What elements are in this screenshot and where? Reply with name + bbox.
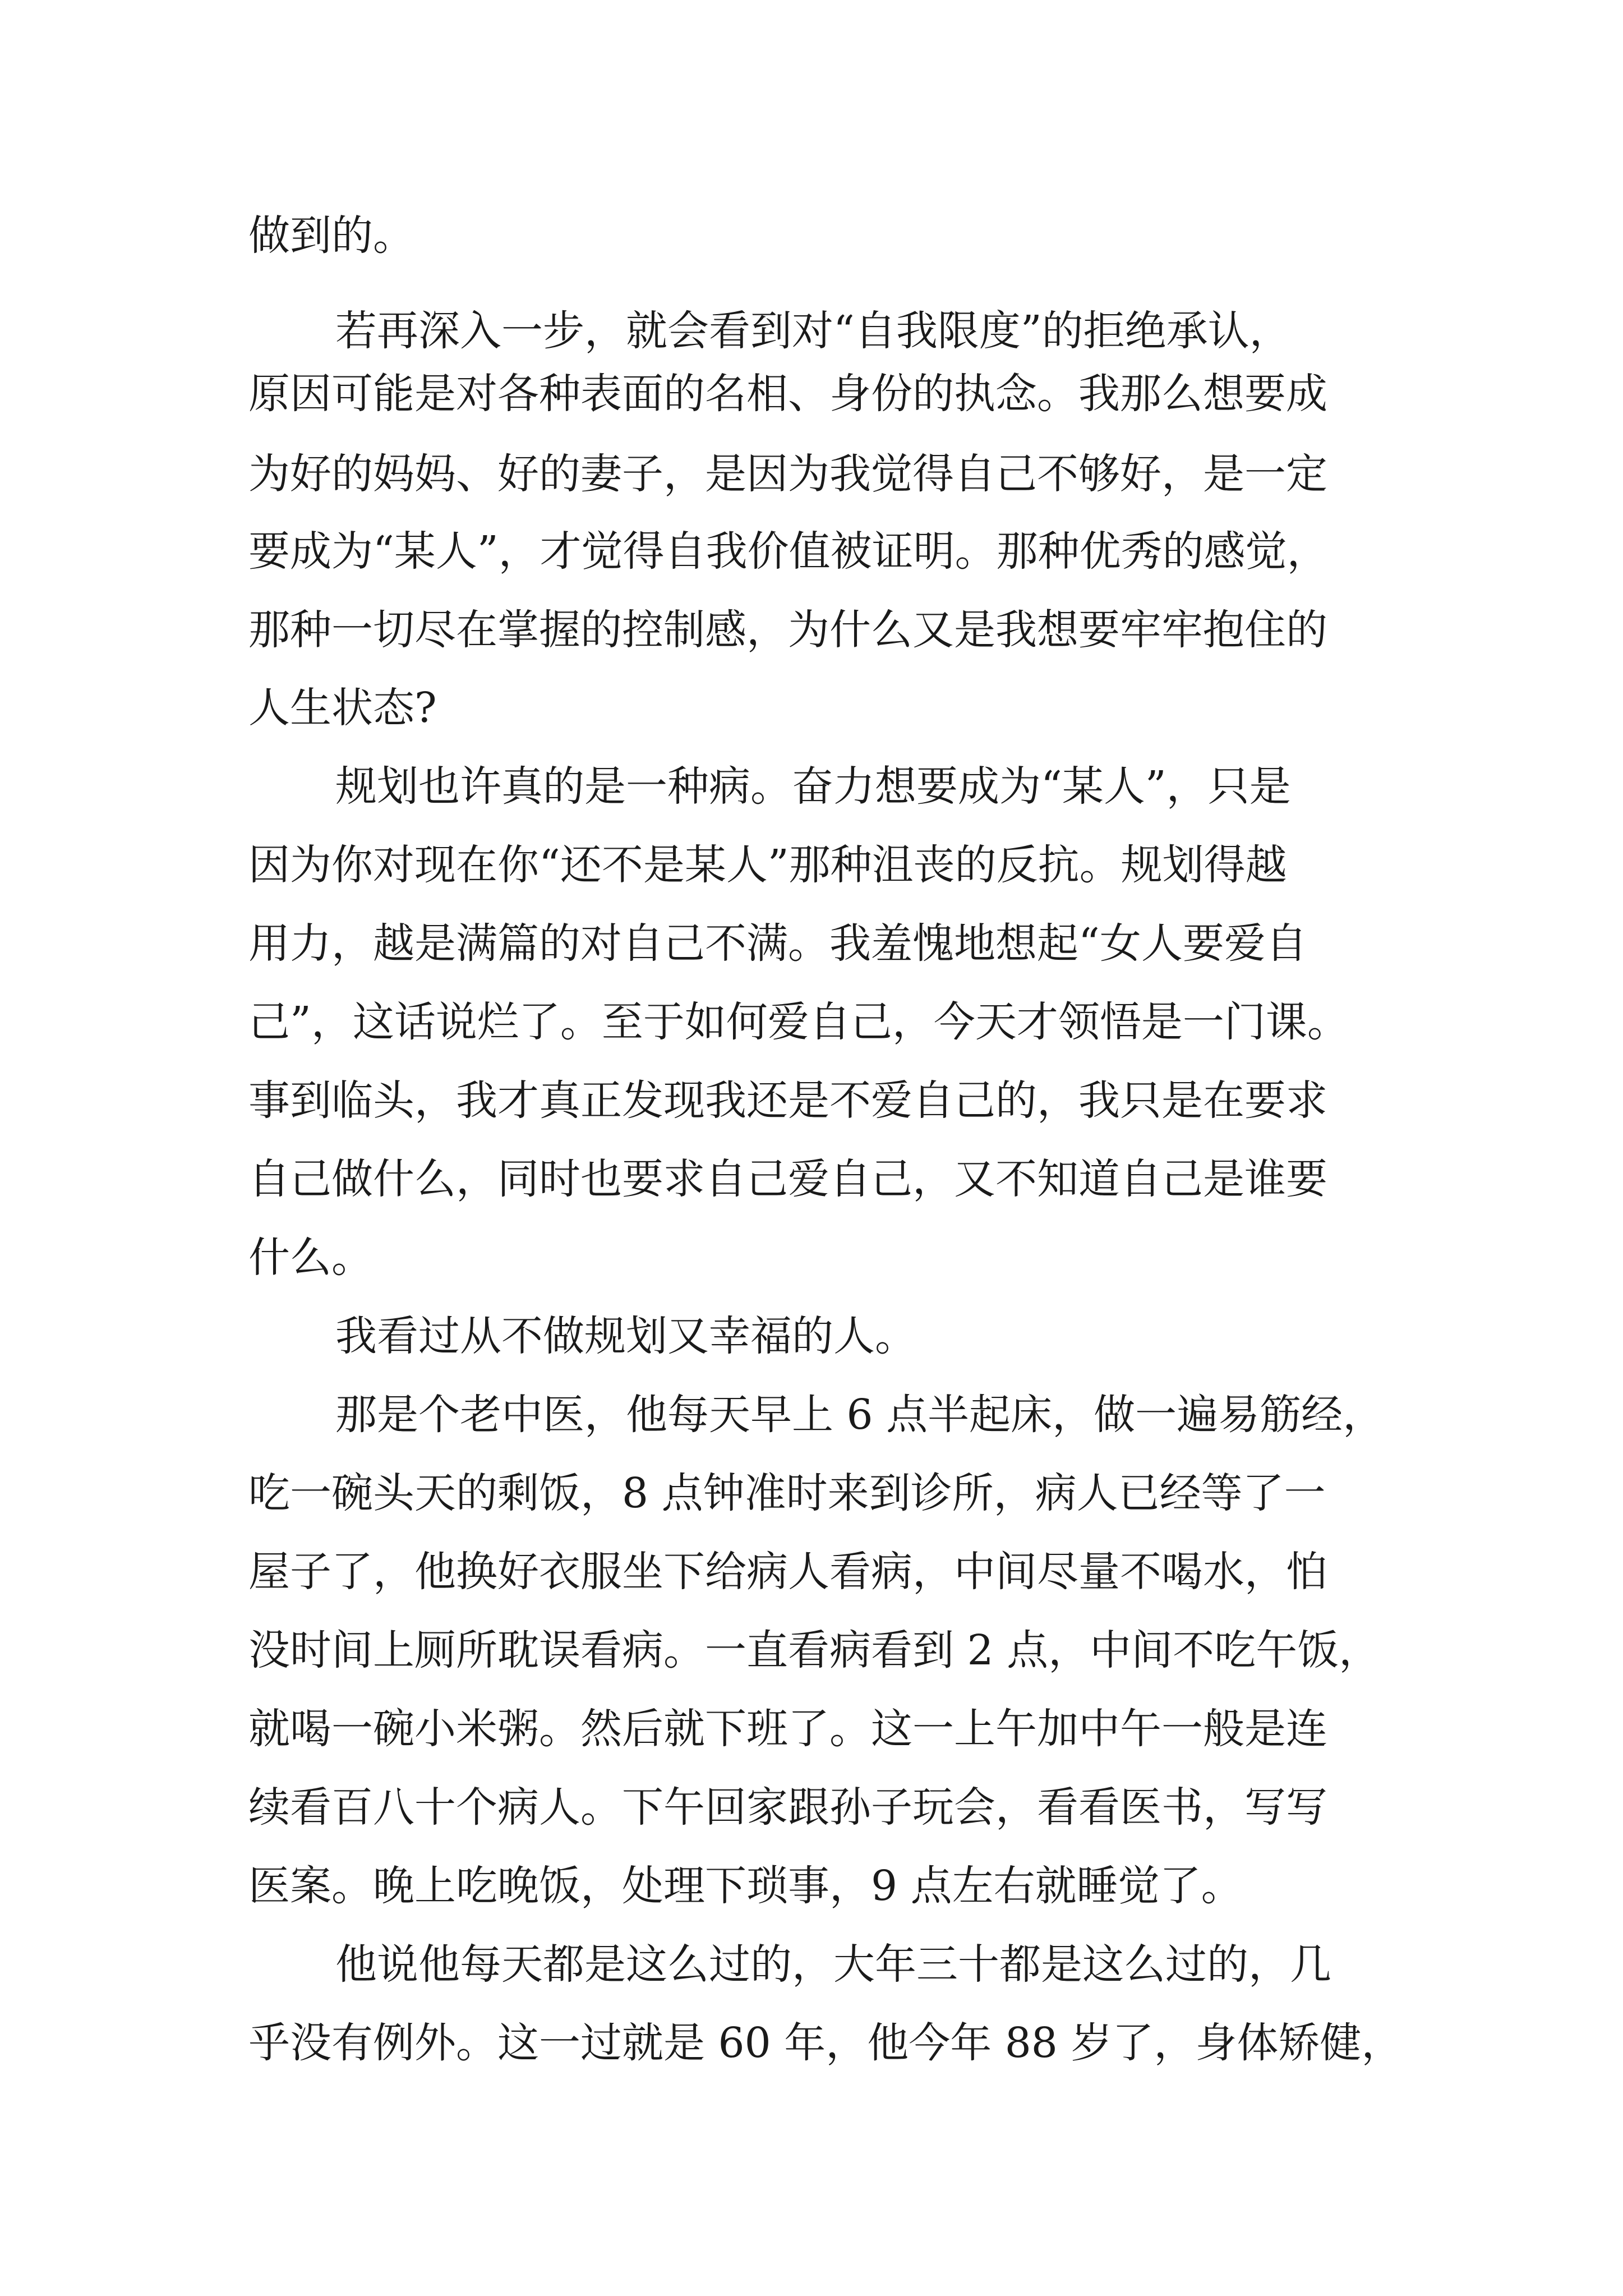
text-line: 医案。晚上吃晚饭，处理下琐事，9 点左右就睡觉了。 <box>248 1862 1243 1910</box>
text-line: 自己做什么，同时也要求自己爱自己，又不知道自己是谁要 <box>248 1155 1327 1203</box>
text-line: 就喝一碗小米粥。然后就下班了。这一上午加中午一般是连 <box>248 1705 1327 1753</box>
text-line: 什么。 <box>248 1234 373 1282</box>
text-line: 因为你对现在你“还不是某人”那种沮丧的反抗。规划得越 <box>248 841 1287 889</box>
text-line: 事到临头，我才真正发现我还是不爱自己的，我只是在要求 <box>248 1076 1327 1125</box>
paragraph-start-line: 若再深入一步，就会看到对“自我限度”的拒绝承认， <box>335 307 1291 355</box>
text-line: 用力，越是满篇的对自己不满。我羞愧地想起“女人要爱自 <box>248 919 1307 968</box>
paragraph-start-line: 规划也许真的是一种病。奋力想要成为“某人”，只是 <box>335 762 1291 811</box>
text-line: 续看百八十个病人。下午回家跟孙子玩会，看看医书，写写 <box>248 1783 1327 1832</box>
text-line: 屋子了，他换好衣服坐下给病人看病，中间尽量不喝水，怕 <box>248 1548 1327 1596</box>
text-line: 原因可能是对各种表面的名相、身份的执念。我那么想要成 <box>248 370 1327 418</box>
text-line: 为好的妈妈、好的妻子，是因为我觉得自己不够好，是一定 <box>248 450 1327 498</box>
paragraph-start-line: 他说他每天都是这么过的，大年三十都是这么过的，几 <box>335 1940 1331 1989</box>
text-line: 己”，这话说烂了。至于如何爱自己，今天才领悟是一门课。 <box>248 998 1349 1046</box>
text-line: 吃一碗头天的剩饭，8 点钟准时来到诊所，病人已经等了一 <box>248 1469 1326 1517</box>
text-line: 乎没有例外。这一过就是 60 年，他今年 88 岁了，身体矫健， <box>248 2019 1403 2067</box>
text-line: 那种一切尽在掌握的控制感，为什么又是我想要牢牢抱住的 <box>248 606 1327 654</box>
paragraph-start-line: 我看过从不做规划又幸福的人。 <box>335 1312 916 1360</box>
paragraph-start-line: 那是个老中医，他每天早上 6 点半起床，做一遍易筋经， <box>335 1391 1385 1439</box>
text-line: 做到的。 <box>248 211 414 260</box>
text-line: 没时间上厕所耽误看病。一直看病看到 2 点，中间不吃午饭， <box>248 1626 1381 1674</box>
text-line: 人生状态? <box>248 684 437 732</box>
text-line: 要成为“某人”，才觉得自我价值被证明。那种优秀的感觉， <box>248 527 1329 576</box>
